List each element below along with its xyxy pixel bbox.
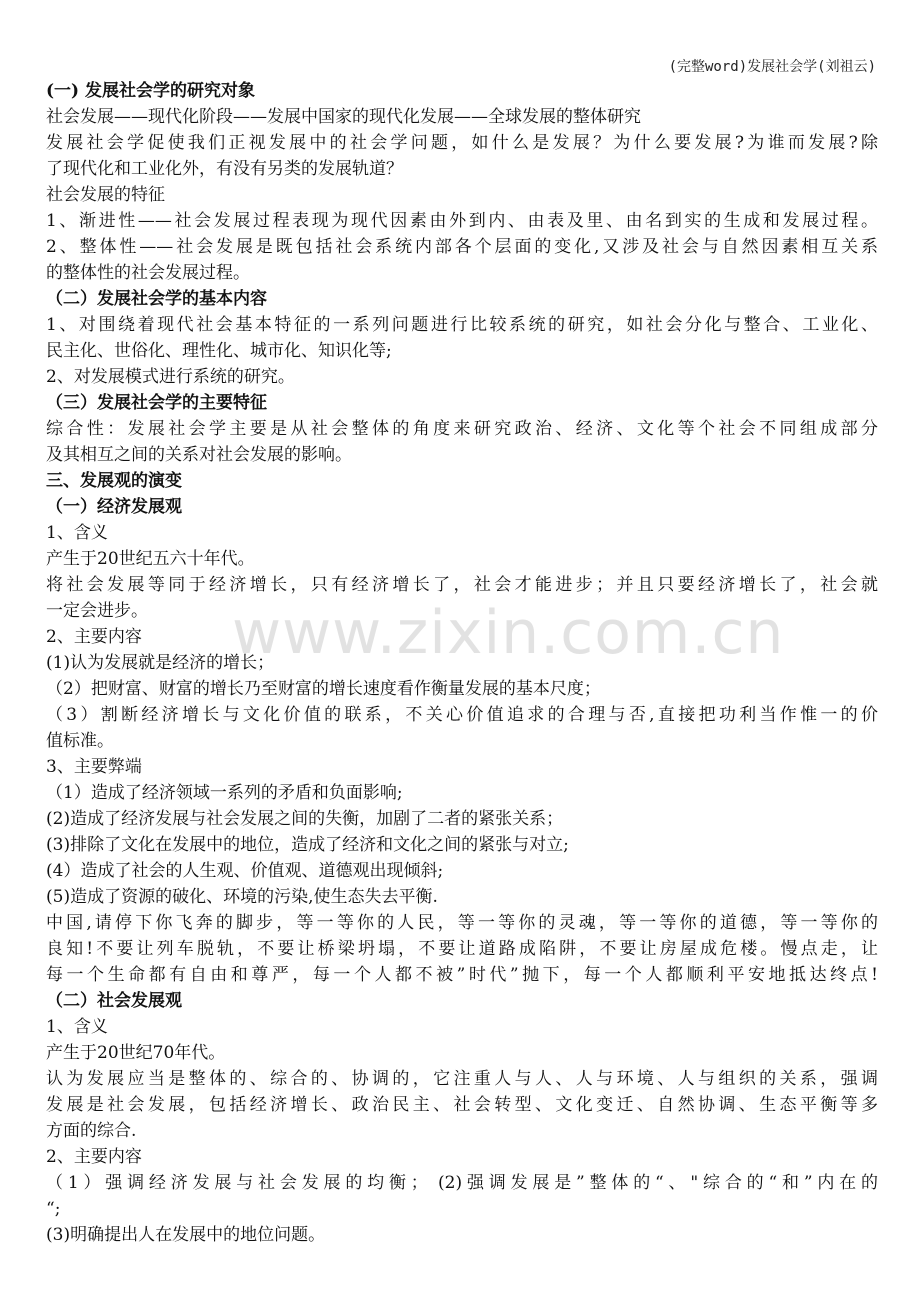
- text-line: 2、对发展模式进行系统的研究。: [46, 367, 295, 387]
- section-heading: （一）经济发展观: [46, 497, 182, 517]
- text-line: (3)排除了文化在发展中的地位，造成了经济和文化之间的紧张与对立;: [46, 835, 569, 855]
- text-line: （3）割断经济增长与文化价值的联系，不关心价值追求的合理与否,直接把功利当作惟一的价: [46, 705, 878, 725]
- text-line: 2、整体性——社会发展是既包括社会系统内部各个层面的变化,又涉及社会与自然因素相互关系: [46, 237, 878, 257]
- text-line: （1）强调经济发展与社会发展的均衡； (2)强调发展是”整体的“、"综合的“和”内在的: [46, 1173, 878, 1193]
- document-body: [46, 78, 878, 1248]
- text-line: 一定会进步。: [46, 601, 148, 621]
- text-line: 发展社会学促使我们正视发展中的社会学问题，如什么是发展？为什么要发展?为谁而发展?除: [46, 133, 878, 153]
- text-line: 每一个生命都有自由和尊严，每一个人都不被”时代”抛下，每一个人都顺利平安地抵达终点!: [46, 965, 878, 985]
- text-line: 2、主要内容: [46, 627, 142, 647]
- text-line: 1、对围绕着现代社会基本特征的一系列问题进行比较系统的研究，如社会分化与整合、工业化、: [46, 315, 878, 335]
- text-line: 产生于20世纪五六十年代。: [46, 549, 255, 569]
- text-line: 中国,请停下你飞奔的脚步，等一等你的人民，等一等你的灵魂，等一等你的道德，等一等你的: [46, 913, 878, 933]
- text-line: (3)明确提出人在发展中的地位问题。: [46, 1225, 326, 1245]
- text-line: 3、主要弊端: [46, 757, 142, 777]
- section-heading: （二）发展社会学的基本内容: [46, 289, 267, 309]
- section-heading: 三、发展观的演变: [46, 471, 182, 491]
- section-heading: （三）发展社会学的主要特征: [46, 393, 267, 413]
- text-line: 及其相互之间的关系对社会发展的影响。: [46, 445, 352, 465]
- text-line: 社会发展的特征: [46, 185, 165, 205]
- text-line: (1)认为发展就是经济的增长；: [46, 653, 275, 673]
- text-line: 1、含义: [46, 523, 108, 543]
- text-line: 良知!不要让列车脱轨，不要让桥梁坍塌，不要让道路成陷阱，不要让房屋成危楼。慢点走，让: [46, 939, 878, 959]
- text-line: 社会发展——现代化阶段——发展中国家的现代化发展——全球发展的整体研究: [46, 107, 641, 127]
- text-line: “;: [46, 1199, 61, 1219]
- text-line: 的整体性的社会发展过程。: [46, 263, 250, 283]
- document-header: (完整word)发展社会学(刘祖云): [668, 59, 876, 75]
- section-heading: (一) 发展社会学的研究对象: [46, 81, 256, 101]
- text-line: （1）造成了经济领域一系列的矛盾和负面影响;: [46, 783, 403, 803]
- text-line: 1、渐进性——社会发展过程表现为现代因素由外到内、由表及里、由名到实的生成和发展过程。: [46, 211, 878, 231]
- watermark: www.zixin.com.cn: [232, 598, 785, 668]
- text-line: 了现代化和工业化外，有没有另类的发展轨道？: [46, 159, 403, 179]
- text-line: (4）造成了社会的人生观、价值观、道德观出现倾斜;: [46, 861, 444, 881]
- text-line: 发展是社会发展，包括经济增长、政治民主、社会转型、文化变迁、自然协调、生态平衡等多: [46, 1095, 878, 1115]
- text-line: 产生于20世纪70年代。: [46, 1043, 226, 1063]
- text-line: (5)造成了资源的破化、环境的污染,使生态失去平衡.: [46, 887, 438, 907]
- text-line: 值标准。: [46, 731, 114, 751]
- text-line: (2)造成了经济发展与社会发展之间的失衡，加剧了二者的紧张关系；: [46, 809, 564, 829]
- text-line: 2、主要内容: [46, 1147, 142, 1167]
- text-line: （2）把财富、财富的增长乃至财富的增长速度看作衡量发展的基本尺度；: [46, 679, 601, 699]
- section-heading: （二）社会发展观: [46, 991, 182, 1011]
- text-line: 将社会发展等同于经济增长，只有经济增长了，社会才能进步；并且只要经济增长了，社会就: [46, 575, 878, 595]
- text-line: 综合性：发展社会学主要是从社会整体的角度来研究政治、经济、文化等个社会不同组成部分: [46, 419, 878, 439]
- text-line: 民主化、世俗化、理性化、城市化、知识化等;: [46, 341, 392, 361]
- text-line: 认为发展应当是整体的、综合的、协调的，它注重人与人、人与环境、人与组织的关系，强调: [46, 1069, 878, 1089]
- text-line: 方面的综合.: [46, 1121, 137, 1141]
- text-line: 1、含义: [46, 1017, 108, 1037]
